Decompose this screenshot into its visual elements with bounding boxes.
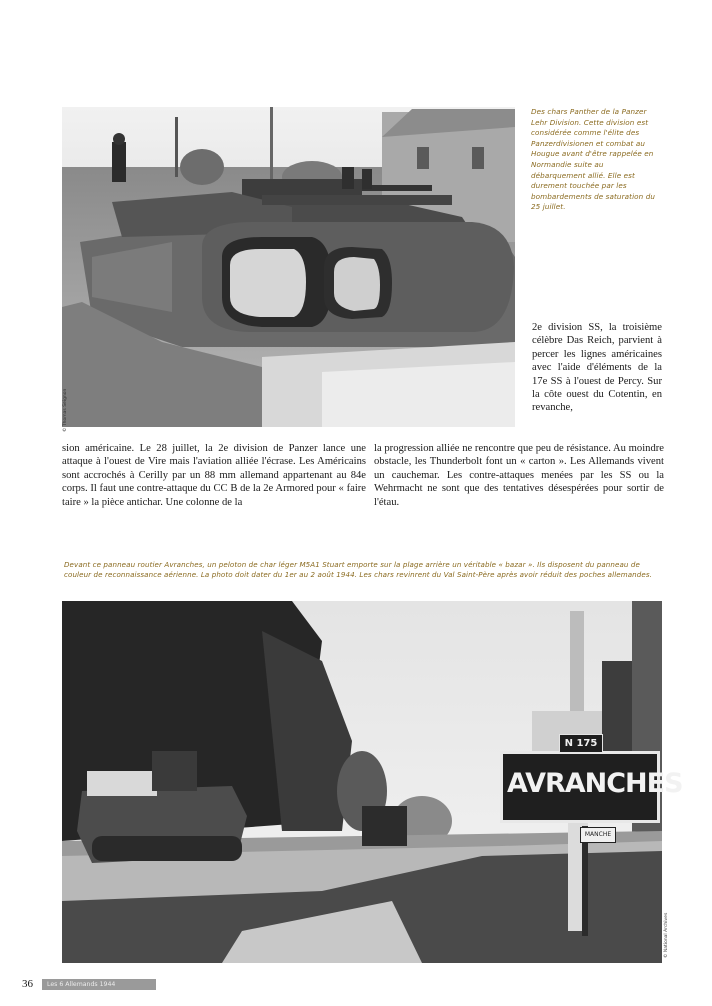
body-column-1 (62, 442, 366, 509)
footer-banner: Les 6 Allemands 1944 (42, 979, 156, 990)
road-sign-department: MANCHE (580, 827, 616, 843)
top-photo (62, 107, 515, 427)
road-sign-route: N 175 (559, 734, 603, 753)
body-column-2-paragraph: la progression alliée ne rencontre que peu de résistance. Au moindre obstacle, les Thunderbolt font un « carton ». Les Allemands vivent un cauchemar. Les contre-attaques menées par les SS ou la Wehrmacht ne sont que des tentatives désespérées pour sortir de l'étau. (374, 443, 664, 508)
right-column-text (532, 321, 662, 415)
page-number: 36 (22, 978, 33, 990)
bottom-photo-caption: Devant ce panneau routier Avranches, un peloton de char léger M5A1 Stuart emporte sur la plage arrière un véritable « bazar ». Ils disposent du panneau de couleur de reconnaissance aérienne. La photo doit dater du 1er au 2 août 1944. Les chars revinrent du Val Saint-Père après avoir réduit des poches allemandes. (64, 560, 652, 580)
body-column-2 (374, 442, 664, 509)
right-column-paragraph: 2e division SS, la troisième célèbre Das Reich, parvient à percer les lignes américaines avec l'aide d'éléments de la 17e SS à l'ouest de Percy. Sur la côte ouest du Cotentin, en revanche, (532, 322, 662, 414)
road-sign-town: AVRANCHES (507, 768, 683, 799)
panther-tanks-image (62, 107, 515, 427)
top-photo-caption: Des chars Panther de la Panzer Lehr Division. Cette division est considérée comme l'élite des Panzerdivisionen et combat au Hougue avant d'être rappelée en Normandie suite au débarquement allié. Elle est durement touchée par les bombardements de saturation du 25 juillet. (531, 107, 656, 212)
road-sign (500, 751, 683, 823)
body-column-1-paragraph: sion américaine. Le 28 juillet, la 2e division de Panzer lance une attaque à l'ouest de Vire mais l'aviation alliée l'écrase. Les Américains sont accrochés à Cerilly par un 88 mm allemand appartenant au 84e corps. Il faut une contre-attaque du CC B de la 2e Armored pour « faire taire » la pièce antichar. Une colonne de la (62, 443, 366, 508)
top-photo-credit: © Thomas Seignon (63, 388, 68, 432)
bottom-photo-credit: © National Archives (664, 912, 669, 958)
